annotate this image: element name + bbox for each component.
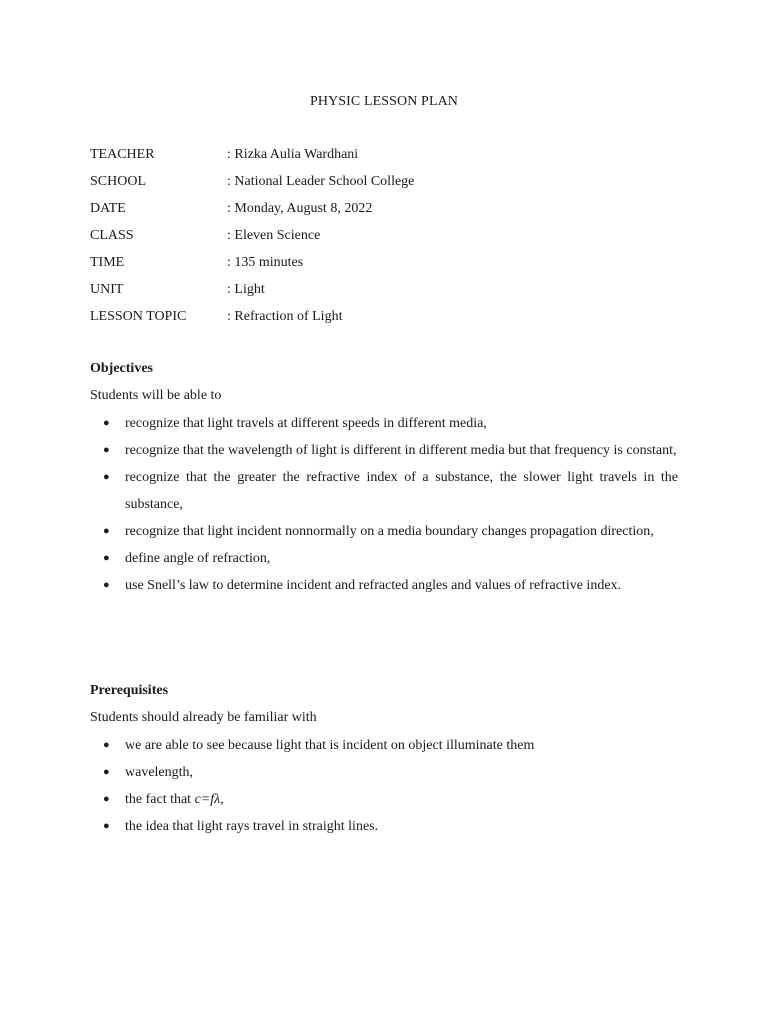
- list-item: [90, 813, 678, 840]
- list-item-text: define angle of refraction,: [125, 551, 271, 566]
- list-item-text: recognize that the greater the refractive index of a substance, the slower light travels in the substance,: [125, 470, 678, 512]
- info-value: : Light: [227, 282, 265, 297]
- list-item-text: use Snell’s law to determine incident and refracted angles and values of refractive index.: [125, 578, 622, 593]
- objectives-list: [90, 410, 678, 599]
- info-row-unit: [90, 281, 414, 308]
- info-label: UNIT: [90, 282, 124, 297]
- document-title: PHYSIC LESSON PLAN: [309, 94, 459, 109]
- bullet-icon: ●: [103, 579, 110, 591]
- list-item: [90, 759, 678, 786]
- list-item: [90, 786, 678, 813]
- list-item: [90, 518, 678, 545]
- bullet-icon: ●: [103, 739, 110, 751]
- bullet-icon: ●: [103, 444, 110, 456]
- bullet-icon: ●: [103, 552, 110, 564]
- list-item: [90, 410, 678, 437]
- info-row-lesson-topic: [90, 308, 414, 335]
- info-row-time: [90, 254, 414, 281]
- info-value: : 135 minutes: [227, 255, 304, 270]
- list-item: [90, 437, 678, 464]
- list-item-text: recognize that light incident nonnormally on a media boundary changes propagation direction,: [125, 524, 654, 539]
- info-label: SCHOOL: [90, 174, 147, 189]
- list-item: [90, 545, 678, 572]
- bullet-icon: ●: [103, 820, 110, 832]
- info-row-school: [90, 173, 414, 200]
- bullet-icon: ●: [103, 766, 110, 778]
- bullet-icon: ●: [103, 417, 110, 429]
- bullet-icon: ●: [103, 471, 110, 483]
- info-label: LESSON TOPIC: [90, 309, 187, 324]
- list-item: [90, 572, 678, 599]
- list-item-text: we are able to see because light that is incident on object illuminate them: [125, 738, 535, 753]
- list-item-text: the idea that light rays travel in straight lines.: [125, 819, 379, 834]
- lesson-info-table: [90, 146, 414, 335]
- prerequisites-heading: Prerequisites: [90, 683, 169, 698]
- bullet-icon: ●: [103, 793, 110, 805]
- info-row-class: [90, 227, 414, 254]
- info-label: TEACHER: [90, 147, 155, 162]
- info-label: CLASS: [90, 228, 134, 243]
- info-row-date: [90, 200, 414, 227]
- objectives-heading: Objectives: [90, 361, 153, 376]
- list-item-text: recognize that the wavelength of light is different in different media but that frequency is constant,: [125, 443, 677, 458]
- info-value: : Rizka Aulia Wardhani: [227, 147, 359, 162]
- formula: c=fλ: [194, 792, 221, 807]
- info-row-teacher: [90, 146, 414, 173]
- list-item-text: wavelength,: [125, 765, 194, 780]
- list-item-text-suffix: ,: [220, 792, 224, 807]
- prerequisites-intro: Students should already be familiar with: [90, 710, 317, 725]
- bullet-icon: ●: [103, 525, 110, 537]
- objectives-intro: Students will be able to: [90, 388, 222, 403]
- info-value: : Monday, August 8, 2022: [227, 201, 373, 216]
- list-item: [90, 464, 678, 518]
- info-value: : Refraction of Light: [227, 309, 343, 324]
- info-label: TIME: [90, 255, 125, 270]
- prerequisites-list: [90, 732, 678, 840]
- info-label: DATE: [90, 201, 126, 216]
- info-value: : Eleven Science: [227, 228, 321, 243]
- info-value: : National Leader School College: [227, 174, 415, 189]
- list-item: [90, 732, 678, 759]
- list-item-text: recognize that light travels at different speeds in different media,: [125, 416, 487, 431]
- list-item-text-prefix: the fact that: [125, 792, 195, 807]
